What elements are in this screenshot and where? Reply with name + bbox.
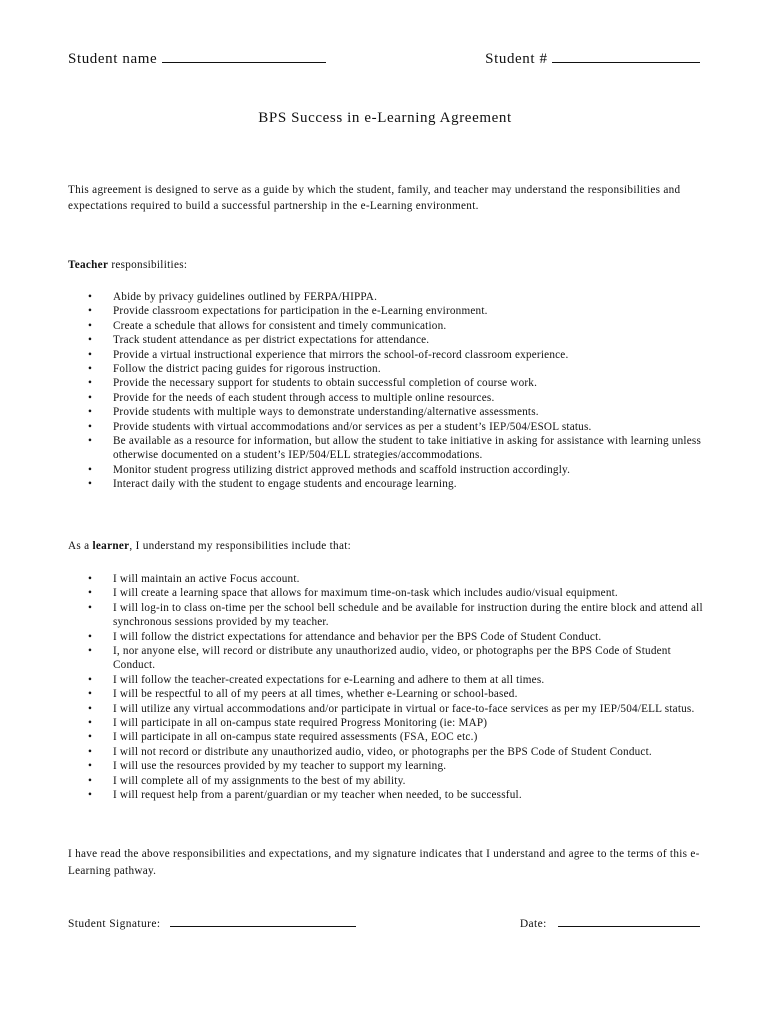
student-number-field[interactable] [485,48,700,68]
date-label: Date: [519,918,547,930]
list-item: • Abide by privacy guidelines outlined by FERPA/HIPPA. [68,290,708,304]
list-item: • Provide a virtual instructional experience that mirrors the school-of-record classroom experience. [68,348,708,362]
list-item: • I will complete all of my assignments to the best of my ability. [68,774,708,788]
list-item: • Provide for the needs of each student through access to multiple online resources. [68,391,708,405]
list-item: • Interact daily with the student to engage students and encourage learning. [68,477,708,491]
learner-heading-rest: , I understand my responsibilities include that: [129,540,352,552]
closing-statement: I have read the above responsibilities and expectations, and my signature indicates that I understand and agree to the terms of this e-Learning pathway. [68,848,700,877]
list-item: • I will request help from a parent/guardian or my teacher when needed, to be successful. [68,788,708,802]
student-info-row [68,48,700,68]
list-item: • Provide students with virtual accommodations and/or services as per a student’s IEP/504/ESOL status. [68,420,708,434]
list-item: • Provide students with multiple ways to demonstrate understanding/alternative assessments. [68,405,708,419]
list-item: • I, nor anyone else, will record or distribute any unauthorized audio, video, or photographs per the BPS Code of Student Conduct. [68,644,708,673]
teacher-responsibilities-list [68,290,708,492]
list-item: • I will participate in all on-campus state required assessments (FSA, EOC etc.) [68,730,708,744]
list-item: • I will participate in all on-campus state required Progress Monitoring (ie: MAP) [68,716,708,730]
signature-label: Student Signature: [68,918,161,930]
list-item: • Track student attendance as per district expectations for attendance. [68,333,708,347]
date-field[interactable] [520,912,700,930]
list-item: • I will maintain an active Focus account. [68,572,708,586]
date-blank[interactable] [558,912,700,927]
signature-blank[interactable] [170,912,356,927]
list-item: • I will follow the teacher-created expectations for e-Learning and adhere to them at all times. [68,673,708,687]
document-title: BPS Success in e-Learning Agreement [258,110,512,126]
list-item: • I will not record or distribute any unauthorized audio, video, or photographs per the BPS Code of Student Conduct. [68,745,708,759]
teacher-heading-rest: responsibilities: [108,259,188,271]
list-item: • Follow the district pacing guides for rigorous instruction. [68,362,708,376]
student-number-blank[interactable] [552,48,700,63]
signature-field[interactable] [68,912,356,930]
list-item: • I will log-in to class on-time per the school bell schedule and be available for instruction during the entire block and attend all synchronous sessions provided by my teacher. [68,601,708,630]
list-item: • I will use the resources provided by my teacher to support my learning. [68,759,708,773]
learner-heading [68,540,351,552]
list-item: • Create a schedule that allows for consistent and timely communication. [68,319,708,333]
list-item: • I will be respectful to all of my peers at all times, whether e-Learning or school-based. [68,687,708,701]
learner-heading-bold: learner [92,540,130,552]
list-item: • Provide classroom expectations for participation in the e-Learning environment. [68,304,708,318]
list-item: • Be available as a resource for information, but allow the student to take initiative in asking for assistance with learning unless otherwise documented on a student’s IEP/504/ELL strategies/accommodations. [68,434,708,463]
list-item: • Provide the necessary support for students to obtain successful completion of course work. [68,376,708,390]
list-item: • I will create a learning space that allows for maximum time-on-task which includes audio/visual equipment. [68,586,708,600]
teacher-heading [68,259,187,271]
list-item: • I will follow the district expectations for attendance and behavior per the BPS Code of Student Conduct. [68,630,708,644]
list-item: • I will utilize any virtual accommodations and/or participate in virtual or face-to-face services as per my IEP/504/ELL status. [68,702,708,716]
student-name-field[interactable] [68,48,326,68]
list-item: • Monitor student progress utilizing district approved methods and scaffold instruction accordingly. [68,463,708,477]
learner-responsibilities-list [68,572,708,803]
teacher-heading-bold: Teacher [68,259,109,271]
signature-row [68,912,700,930]
student-number-label: Student # [485,51,548,67]
student-name-blank[interactable] [162,48,326,63]
student-name-label: Student name [68,51,158,67]
learner-heading-prefix: As a [68,540,93,552]
intro-paragraph: This agreement is designed to serve as a guide by which the student, family, and teacher may understand the responsibilities and expectations required to build a successful partnership in the e-Learning environment. [68,184,681,212]
